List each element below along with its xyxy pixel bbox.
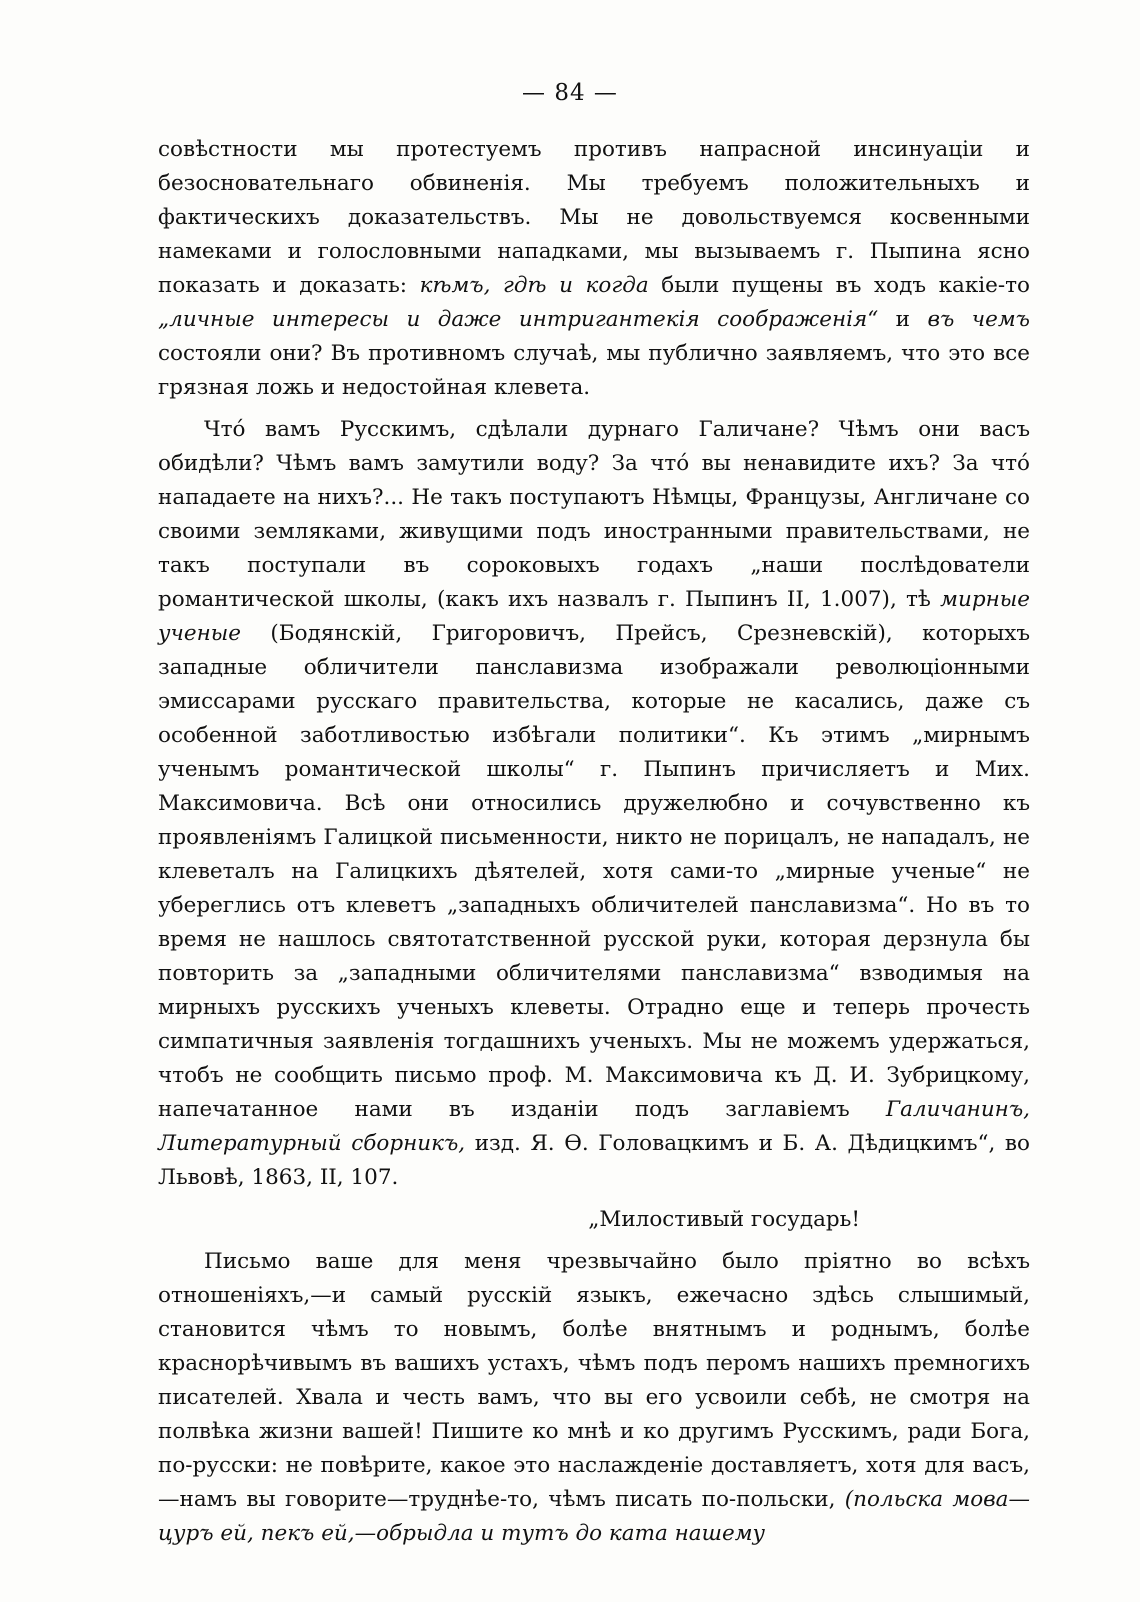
paragraph-3-italic-1: (польска мова—цуръ ей, пекъ ей,—обрыдла и тутъ до ката нашему (158, 1487, 1030, 1546)
paragraph-3 (158, 1245, 1030, 1551)
body-text (158, 133, 1030, 1551)
paragraph-3-text-a: Письмо ваше для меня чрезвычайно было прiятно во всѣхъ отношенiяхъ,—и самый русскiй языкъ, ежечасно здѣсь слышимый, становится чѣмъ то новымъ, болѣе внятнымъ и роднымъ, болѣе краснорѣчивымъ въ вашихъ устахъ, чѣмъ подъ перомъ нашихъ премногихъ писателей. Хвала и честь вамъ, что вы его усвоили себѣ, не смотря на полвѣка жизни вашей! Пишите ко мнѣ и ко другимъ Русскимъ, ради Бога, по-русски: не повѣрите, какое это наслажденiе доставляетъ, хотя для васъ,—намъ вы говорите—труднѣе-то, чѣмъ писать по-польски, (158, 1249, 1030, 1512)
paragraph-1-text-b: были пущены въ ходъ какiе-то (648, 273, 1030, 298)
paragraph-2 (158, 413, 1030, 1195)
page-number: — 84 — (522, 80, 618, 106)
paragraph-1-italic-3: въ чемъ (927, 307, 1030, 332)
paragraph-1-text-a: совѣстности мы протестуемъ противъ напрасной инсинуацiи и безосновательнаго обвиненiя. Мы требуемъ положительныхъ и фактическихъ доказательствъ. Мы не довольствуемся косвенными намеками и голословными нападками, мы вызываемъ г. Пыпина ясно показать и доказать: (158, 137, 1030, 298)
paragraph-2-text-c: изд. Я. Ѳ. Головацкимъ и Б. А. Дѣдицкимъ“, во Львовѣ, 1863, II, 107. (158, 1131, 1030, 1190)
paragraph-2-text-b: (Бодянскiй, Григоровичъ, Прейсъ, Срезневскiй), которыхъ западные обличители панславизма изображали революцiонными эмиссарами русскаго правительства, которые не касались, даже съ особенной заботливостью избѣгали политики“. Къ этимъ „мирнымъ ученымъ романтической школы“ г. Пыпинъ причисляетъ и Мих. Максимовича. Всѣ они относились дружелюбно и сочувственно къ проявленiямъ Галицкой письменности, никто не порицалъ, не нападалъ, не клеветалъ на Галицкихъ дѣятелей, хотя сами-то „мирные ученые“ не уберeглись отъ клеветъ „западныхъ обличителей панславизма“. Но въ то время не нашлось святотатственной русской руки, которая дерзнула бы повторить за „западными обличителями панславизма“ взводимыя на мирныхъ русскихъ ученыхъ клеветы. Отрадно еще и теперь прочесть симпатичныя заявленiя тогдашнихъ ученыхъ. Мы не можемъ удержаться, чтобъ не сообщить письмо проф. М. Максимовича къ Д. И. Зубрицкому, напечатанное нами въ изданiи подъ заглавiемъ (158, 621, 1030, 1122)
paragraph-1 (158, 133, 1030, 405)
paragraph-1-italic-2: „личные интересы и даже интригантекiя соображенiя“ (158, 307, 879, 332)
paragraph-2-italic-2: Галичанинъ, Литературный сборникъ, (158, 1097, 1030, 1156)
letter-salutation: „Милостивый государь! (588, 1207, 860, 1232)
paragraph-1-text-c: и (878, 307, 928, 332)
paragraph-1-italic-1: кѣмъ, гдѣ и когда (419, 273, 649, 298)
paragraph-2-italic-1: мирные ученые (158, 587, 1030, 646)
paragraph-2-text-a: Чтó вамъ Русскимъ, сдѣлали дурнаго Галичане? Чѣмъ они васъ обидѣли? Чѣмъ вамъ замутили воду? За чтó вы ненавидите ихъ? За чтó нападаете на нихъ?... Не такъ поступаютъ Нѣмцы, Французы, Англичане со своими земляками, живущими подъ иностранными правительствами, не такъ поступали въ сороковыхъ годахъ „наши послѣдователи романтической школы, (какъ ихъ назвалъ г. Пыпинъ II, 1.007), тѣ (158, 417, 1030, 612)
paragraph-1-text-d: состояли они? Въ противномъ случаѣ, мы публично заявляемъ, что это все грязная ложь и недостойная клевета. (158, 341, 1030, 400)
